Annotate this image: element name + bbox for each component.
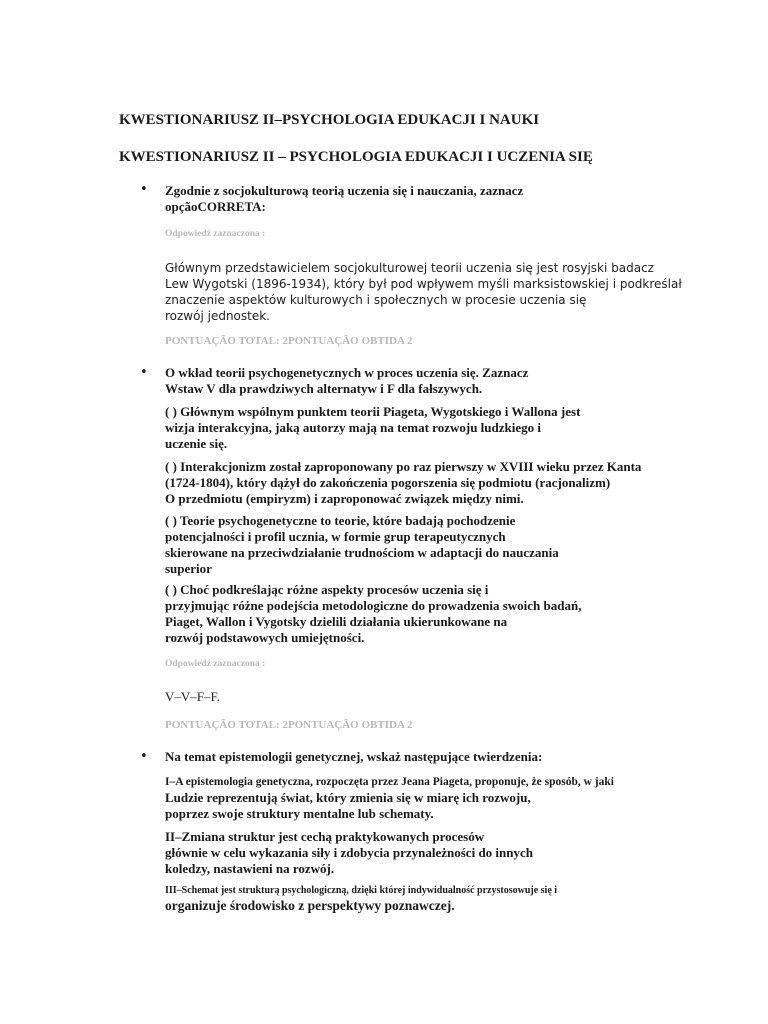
bullet-q1: • (140, 182, 148, 197)
q3-item-1-line-1: I–A epistemologia genetyczna, rozpoczęta przez Jeana Piageta, proponuje, że sposób, w jaki (165, 776, 614, 788)
score-q2: PONTUAÇÃO TOTAL: 2PONTUAÇÃO OBTIDA 2 (165, 719, 413, 731)
question-2: O wkład teorii psychogenetycznych w proces uczenia się. Zaznacz Wstaw V dla prawdziwych alternatyw i F dla fałszywych. (165, 365, 529, 396)
q3-item-3-line-1: III–Schemat jest strukturą psychologiczną, dzięki której indywidualność przystosowuje się i (165, 885, 558, 896)
q3-item-2: II–Zmiana struktur jest cechą praktykowanych procesów głównie w celu wykazania siły i zdobycia przynależności do innych koledzy, nastawieni na rozwój. (165, 829, 533, 876)
score-q1: PONTUAÇÃO TOTAL: 2PONTUAÇÃO OBTIDA 2 (165, 335, 413, 347)
bullet-q2: • (140, 365, 148, 380)
answer-q2: V–V–F–F. (165, 689, 220, 704)
q2-item-1: ( ) Głównym wspólnym punktem teorii Piageta, Wygotskiego i Wallona jest wizja interakcyjna, jaką autorzy mają na temat rozwoju ludzkiego i uczenie się. (165, 404, 581, 451)
document-subtitle: KWESTIONARIUSZ II – PSYCHOLOGIA EDUKACJI I UCZENIA SIĘ (119, 149, 593, 165)
question-3: Na temat epistemologii genetycznej, wskaż następujące twierdzenia: (165, 749, 543, 764)
question-1: Zgodnie z socjokulturową teorią uczenia się i nauczania, zaznacz opçãoCORRETA: (165, 183, 524, 214)
q3-item-3 (165, 883, 755, 914)
q2-item-2: ( ) Interakcjonizm został zaproponowany po raz pierwszy w XVIII wieku przez Kanta (1724-1804), który dążył do zakończenia pogorszenia się podmiotu (racjonalizm) O przedmiotu (empiryzm) i zaproponować związek między nimi. (165, 459, 642, 506)
q2-item-3: ( ) Teorie psychogenetyczne to teorie, które badają pochodzenie potencjalności i profil ucznia, w formie grup terapeutycznych skierowane na przeciwdziałanie trudnościom w adaptacji do nauczania superior (165, 513, 559, 576)
q3-item-1-rest: Ludzie reprezentują świat, który zmienia się w miarę ich rozwoju, poprzez swoje struktury mentalne lub schematy. (165, 790, 531, 821)
bullet-q3: • (140, 749, 148, 764)
answer-label-q1: Odpowiedź zaznaczona : (165, 229, 266, 239)
answer-label-q2: Odpowiedź zaznaczona : (165, 659, 266, 669)
q3-item-1 (165, 774, 755, 822)
document-title: KWESTIONARIUSZ II–PSYCHOLOGIA EDUKACJI I NAUKI (119, 112, 540, 128)
q2-item-4: ( ) Choć podkreślając różne aspekty procesów uczenia się i przyjmując różne podejścia metodologiczne do prowadzenia swoich badań, Piaget, Wallon i Vygotsky dzielili działania ukierunkowane na rozwój podstawowych umiejętności. (165, 582, 582, 645)
q3-item-3-line-2: organizuje środowisko z perspektywy poznawczej. (165, 898, 455, 913)
answer-q1: Głównym przedstawicielem socjokulturowej teorii uczenia się jest rosyjski badacz Lew Wygotski (1896-1934), który był pod wpływem myśli marksistowskiej i podkreślał znaczenie aspektów kulturowych i społecznych w procesie uczenia się rozwój jednostek. (165, 261, 682, 323)
